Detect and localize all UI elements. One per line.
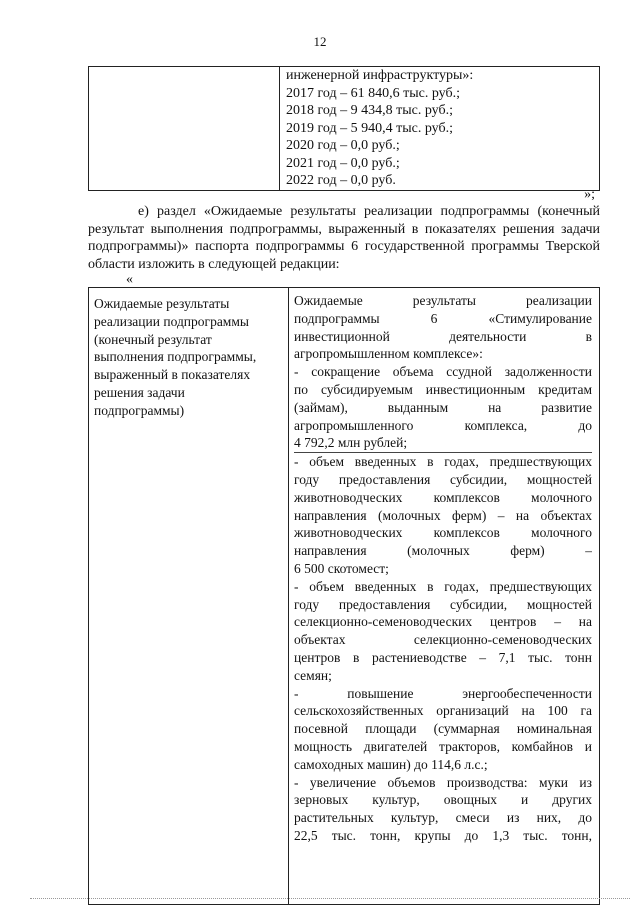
- top-table-right-cell: [280, 67, 600, 191]
- expected-results-row: [89, 288, 600, 905]
- funding-line: 2022 год – 0,0 руб.: [286, 173, 396, 188]
- result-line: - увеличение объемов производства: муки из: [294, 774, 592, 790]
- expected-results-content: [289, 288, 600, 905]
- result-line: самоходных машин) до 114,6 л.с.;: [294, 756, 488, 772]
- amendment-paragraph: е) раздел «Ожидаемые результаты реализации подпрограммы (конечный результат выполнения подпрограммы, выраженный в показателях решения задачи подпрограммы)» паспорта подпрограммы 6 государственной программы Тверской области изложить в следующей редакции:: [88, 204, 600, 272]
- opening-quote: «: [126, 272, 133, 287]
- result-line: 6 500 скотомест;: [294, 560, 389, 576]
- funding-line: инженерной инфраструктуры»:: [286, 68, 474, 83]
- result-line: направления (молочных ферм) – на объектах: [294, 507, 592, 523]
- result-line: семян;: [294, 667, 332, 683]
- result-line: году предоставления субсидии, мощностей: [294, 596, 592, 612]
- funding-line: 2021 год – 0,0 руб.;: [286, 155, 400, 171]
- top-table-left-cell: [89, 67, 280, 191]
- result-line: направления (молочных ферм) –: [294, 543, 592, 559]
- top-table-row: [89, 67, 600, 191]
- result-line: животноводческих комплексов молочного: [294, 489, 592, 505]
- result-line: по субсидируемым инвестиционным кредитам: [294, 381, 592, 397]
- result-line: агропромышленного комплекса, до: [294, 417, 592, 433]
- result-line: - сокращение объема ссудной задолженности: [294, 364, 592, 380]
- result-line: подпрограммы 6 «Стимулирование: [294, 310, 592, 326]
- funding-line: 2020 год – 0,0 руб.;: [286, 138, 400, 153]
- result-line: - объем введенных в годах, предшествующих: [294, 578, 592, 594]
- result-line: животноводческих комплексов молочного: [294, 525, 592, 541]
- scan-edge-divider: [30, 898, 630, 899]
- result-line: (займам), выданным на развитие: [294, 399, 592, 415]
- result-line: 4 792,2 млн рублей;: [294, 435, 408, 451]
- expected-results-table: [88, 287, 600, 905]
- funding-line: 2017 год – 61 840,6 тыс. руб.;: [286, 85, 460, 101]
- funding-line: 2018 год – 9 434,8 тыс. руб.;: [286, 103, 453, 118]
- result-line: объектах селекционно-семеноводческих: [294, 632, 592, 648]
- result-line: посевной площади (суммарная номинальная: [294, 721, 592, 737]
- expected-results-label: Ожидаемые результаты реализации подпрограммы (конечный результат выполнения подпрограммы, выраженный в показателях решения задачи подпрограммы): [89, 288, 289, 905]
- result-line: 22,5 тыс. тонн, крупы до 1,3 тыс. тонн,: [294, 827, 592, 843]
- result-line: селекционно-семеноводческих центров – на: [294, 614, 592, 630]
- result-line: - объем введенных в годах, предшествующих: [294, 454, 592, 470]
- result-line: агропромышленном комплексе»:: [294, 346, 483, 362]
- result-line: году предоставления субсидии, мощностей: [294, 471, 592, 487]
- top-table: [88, 66, 600, 191]
- result-line: мощность двигателей тракторов, комбайнов и: [294, 738, 592, 754]
- result-line: Ожидаемые результаты реализации: [294, 293, 592, 308]
- result-line: инвестиционной деятельности в: [294, 328, 592, 344]
- result-line: сельскохозяйственных организаций на 100 га: [294, 703, 592, 719]
- result-line: растительных культур, смеси из них, до: [294, 810, 592, 826]
- closing-quote: »;: [584, 187, 595, 202]
- result-line: центров в растениеводстве – 7,1 тыс. тонн: [294, 649, 592, 665]
- result-line: - повышение энергообеспеченности: [294, 685, 592, 701]
- funding-line: 2019 год – 5 940,4 тыс. руб.;: [286, 120, 453, 136]
- result-line: зерновых культур, овощных и других: [294, 792, 592, 808]
- page-number: 12: [313, 34, 327, 49]
